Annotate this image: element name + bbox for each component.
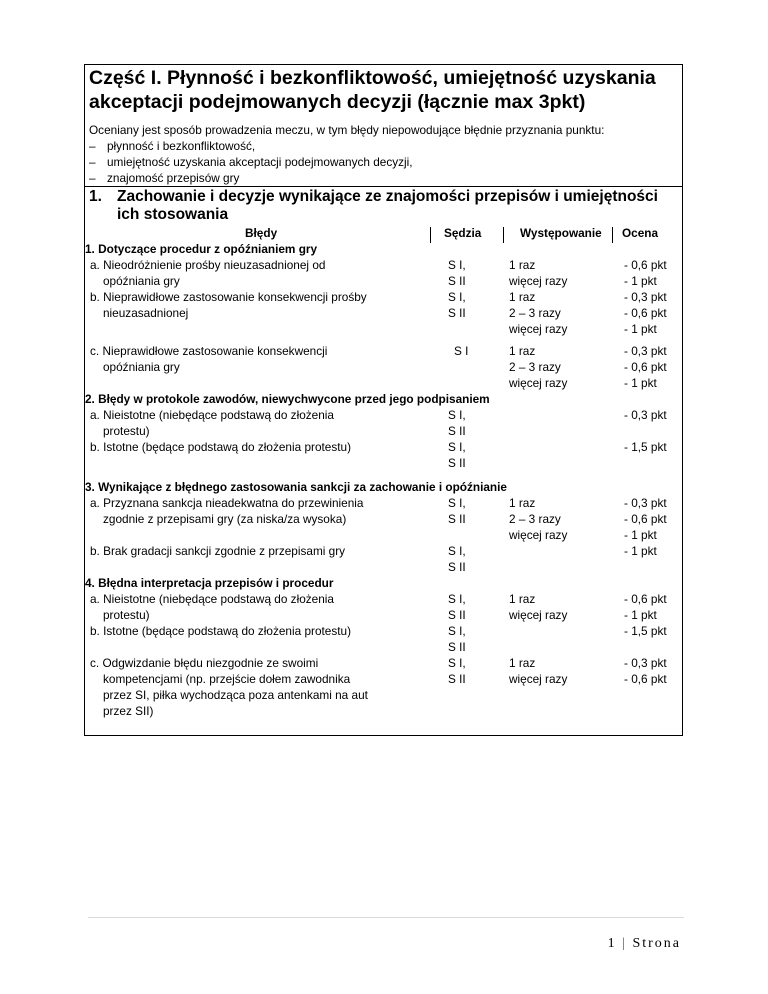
judge-value: S II — [448, 608, 466, 622]
intro-lead: Oceniany jest sposób prowadzenia meczu, w tym błędy niepowodujące błędnie przyznania punktu: — [89, 123, 605, 137]
section-number: 1. — [89, 188, 102, 205]
score-value: - 1 pkt — [624, 528, 657, 542]
judge-value: S I, — [448, 544, 466, 558]
intro-dash: – — [89, 155, 96, 169]
occurrence-value: więcej razy — [509, 528, 568, 542]
column-header-score: Ocena — [622, 226, 659, 240]
score-value: - 1,5 pkt — [624, 440, 667, 454]
error-description: przez SI, piłka wychodząca poza antenkami na aut — [103, 688, 368, 702]
occurrence-value: 1 raz — [509, 290, 536, 304]
intro-item — [89, 139, 255, 154]
score-value: - 1 pkt — [624, 274, 657, 288]
occurrence-value: 1 raz — [509, 258, 536, 272]
judge-value: S I, — [448, 592, 466, 606]
occurrence-value: 2 – 3 razy — [509, 306, 561, 320]
occurrence-value: 1 raz — [509, 592, 536, 606]
error-description: b. Nieprawidłowe zastosowanie konsekwencji prośby — [90, 290, 367, 304]
intro-item-label: umiejętność uzyskania akceptacji podejmowanych decyzji, — [107, 155, 413, 169]
error-description: c. Odgwizdanie błędu niezgodnie ze swoimi — [90, 656, 319, 670]
error-description: protestu) — [103, 608, 150, 622]
occurrence-value: 1 raz — [509, 344, 536, 358]
footer-divider — [88, 917, 684, 918]
judge-value: S I, — [448, 408, 466, 422]
error-description: opóźniania gry — [103, 360, 180, 374]
score-value: - 0,6 pkt — [624, 258, 667, 272]
error-description: b. Istotne (będące podstawą do złożenia protestu) — [90, 440, 352, 454]
intro-item-label: płynność i bezkonfliktowość, — [107, 139, 256, 153]
column-header-errors: Błędy — [245, 226, 278, 240]
judge-value: S I, — [448, 656, 466, 670]
error-description: b. Brak gradacji sankcji zgodnie z przepisami gry — [90, 544, 346, 558]
score-value: - 1 pkt — [624, 376, 657, 390]
score-value: - 0,6 pkt — [624, 512, 667, 526]
judge-value: S I, — [448, 624, 466, 638]
intro-item — [89, 171, 239, 186]
footer-label: Strona — [632, 936, 681, 951]
judge-value: S II — [448, 640, 466, 654]
score-value: - 0,6 pkt — [624, 306, 667, 320]
judge-value: S I — [454, 344, 469, 358]
page-footer — [608, 936, 681, 952]
score-value: - 0,6 pkt — [624, 672, 667, 686]
judge-value: S II — [448, 512, 466, 526]
error-description: a. Nieistotne (niebędące podstawą do złożenia — [90, 408, 334, 422]
judge-value: S I, — [448, 258, 466, 272]
column-divider — [430, 227, 431, 243]
section-title: Zachowanie i decyzje wynikające ze znajomości przepisów i umiejętności ich stosowania — [117, 188, 658, 223]
judge-value: S I, — [448, 440, 466, 454]
score-value: - 0,3 pkt — [624, 408, 667, 422]
column-header-occurrence: Występowanie — [520, 226, 602, 240]
judge-value: S II — [448, 274, 466, 288]
group-title: 4. Błędna interpretacja przepisów i procedur — [85, 576, 334, 590]
occurrence-value: więcej razy — [509, 608, 568, 622]
footer-separator: | — [622, 936, 627, 951]
section-divider — [84, 186, 683, 187]
error-description: a. Przyznana sankcja nieadekwatna do przewinienia — [90, 496, 364, 510]
group-title: 2. Błędy w protokole zawodów, niewychwycone przed jego podpisaniem — [85, 392, 490, 406]
occurrence-value: więcej razy — [509, 376, 568, 390]
score-value: - 0,6 pkt — [624, 592, 667, 606]
error-description: c. Nieprawidłowe zastosowanie konsekwencji — [90, 344, 328, 358]
occurrence-value: więcej razy — [509, 322, 568, 336]
column-divider — [612, 227, 613, 243]
judge-value: S II — [448, 672, 466, 686]
error-description: b. Istotne (będące podstawą do złożenia protestu) — [90, 624, 352, 638]
judge-value: S II — [448, 424, 466, 438]
judge-value: S II — [448, 456, 466, 470]
score-value: - 0,6 pkt — [624, 360, 667, 374]
group-title: 1. Dotyczące procedur z opóźnianiem gry — [85, 242, 318, 256]
intro-item-label: znajomość przepisów gry — [107, 171, 240, 185]
error-description: zgodnie z przepisami gry (za niska/za wysoka) — [103, 512, 347, 526]
error-description: opóźniania gry — [103, 274, 180, 288]
score-value: - 0,3 pkt — [624, 496, 667, 510]
intro-dash: – — [89, 171, 96, 185]
occurrence-value: więcej razy — [509, 274, 568, 288]
score-value: - 0,3 pkt — [624, 656, 667, 670]
page-title: Część I. Płynność i bezkonfliktowość, umiejętność uzyskania akceptacji podejmowanych decyzji (łącznie max 3pkt) — [89, 67, 656, 113]
score-value: - 1 pkt — [624, 608, 657, 622]
score-value: - 0,3 pkt — [624, 344, 667, 358]
occurrence-value: 2 – 3 razy — [509, 512, 561, 526]
error-description: protestu) — [103, 424, 150, 438]
error-description: kompetencjami (np. przejście dołem zawodnika — [103, 672, 351, 686]
error-description: a. Nieistotne (niebędące podstawą do złożenia — [90, 592, 334, 606]
intro-dash: – — [89, 139, 96, 153]
error-description: a. Nieodróżnienie prośby nieuzasadnionej od — [90, 258, 326, 272]
occurrence-value: 2 – 3 razy — [509, 360, 561, 374]
judge-value: S II — [448, 306, 466, 320]
judge-value: S I, — [448, 496, 466, 510]
score-value: - 1,5 pkt — [624, 624, 667, 638]
occurrence-value: więcej razy — [509, 672, 568, 686]
error-description: nieuzasadnionej — [103, 306, 189, 320]
score-value: - 1 pkt — [624, 544, 657, 558]
score-value: - 0,3 pkt — [624, 290, 667, 304]
score-value: - 1 pkt — [624, 322, 657, 336]
occurrence-value: 1 raz — [509, 496, 536, 510]
page-number: 1 — [607, 936, 617, 951]
occurrence-value: 1 raz — [509, 656, 536, 670]
error-description: przez SII) — [103, 704, 154, 718]
column-divider — [503, 227, 504, 243]
judge-value: S I, — [448, 290, 466, 304]
column-header-judge: Sędzia — [444, 226, 482, 240]
judge-value: S II — [448, 560, 466, 574]
group-title: 3. Wynikające z błędnego zastosowania sankcji za zachowanie i opóźnianie — [85, 480, 507, 494]
intro-item — [89, 155, 413, 170]
